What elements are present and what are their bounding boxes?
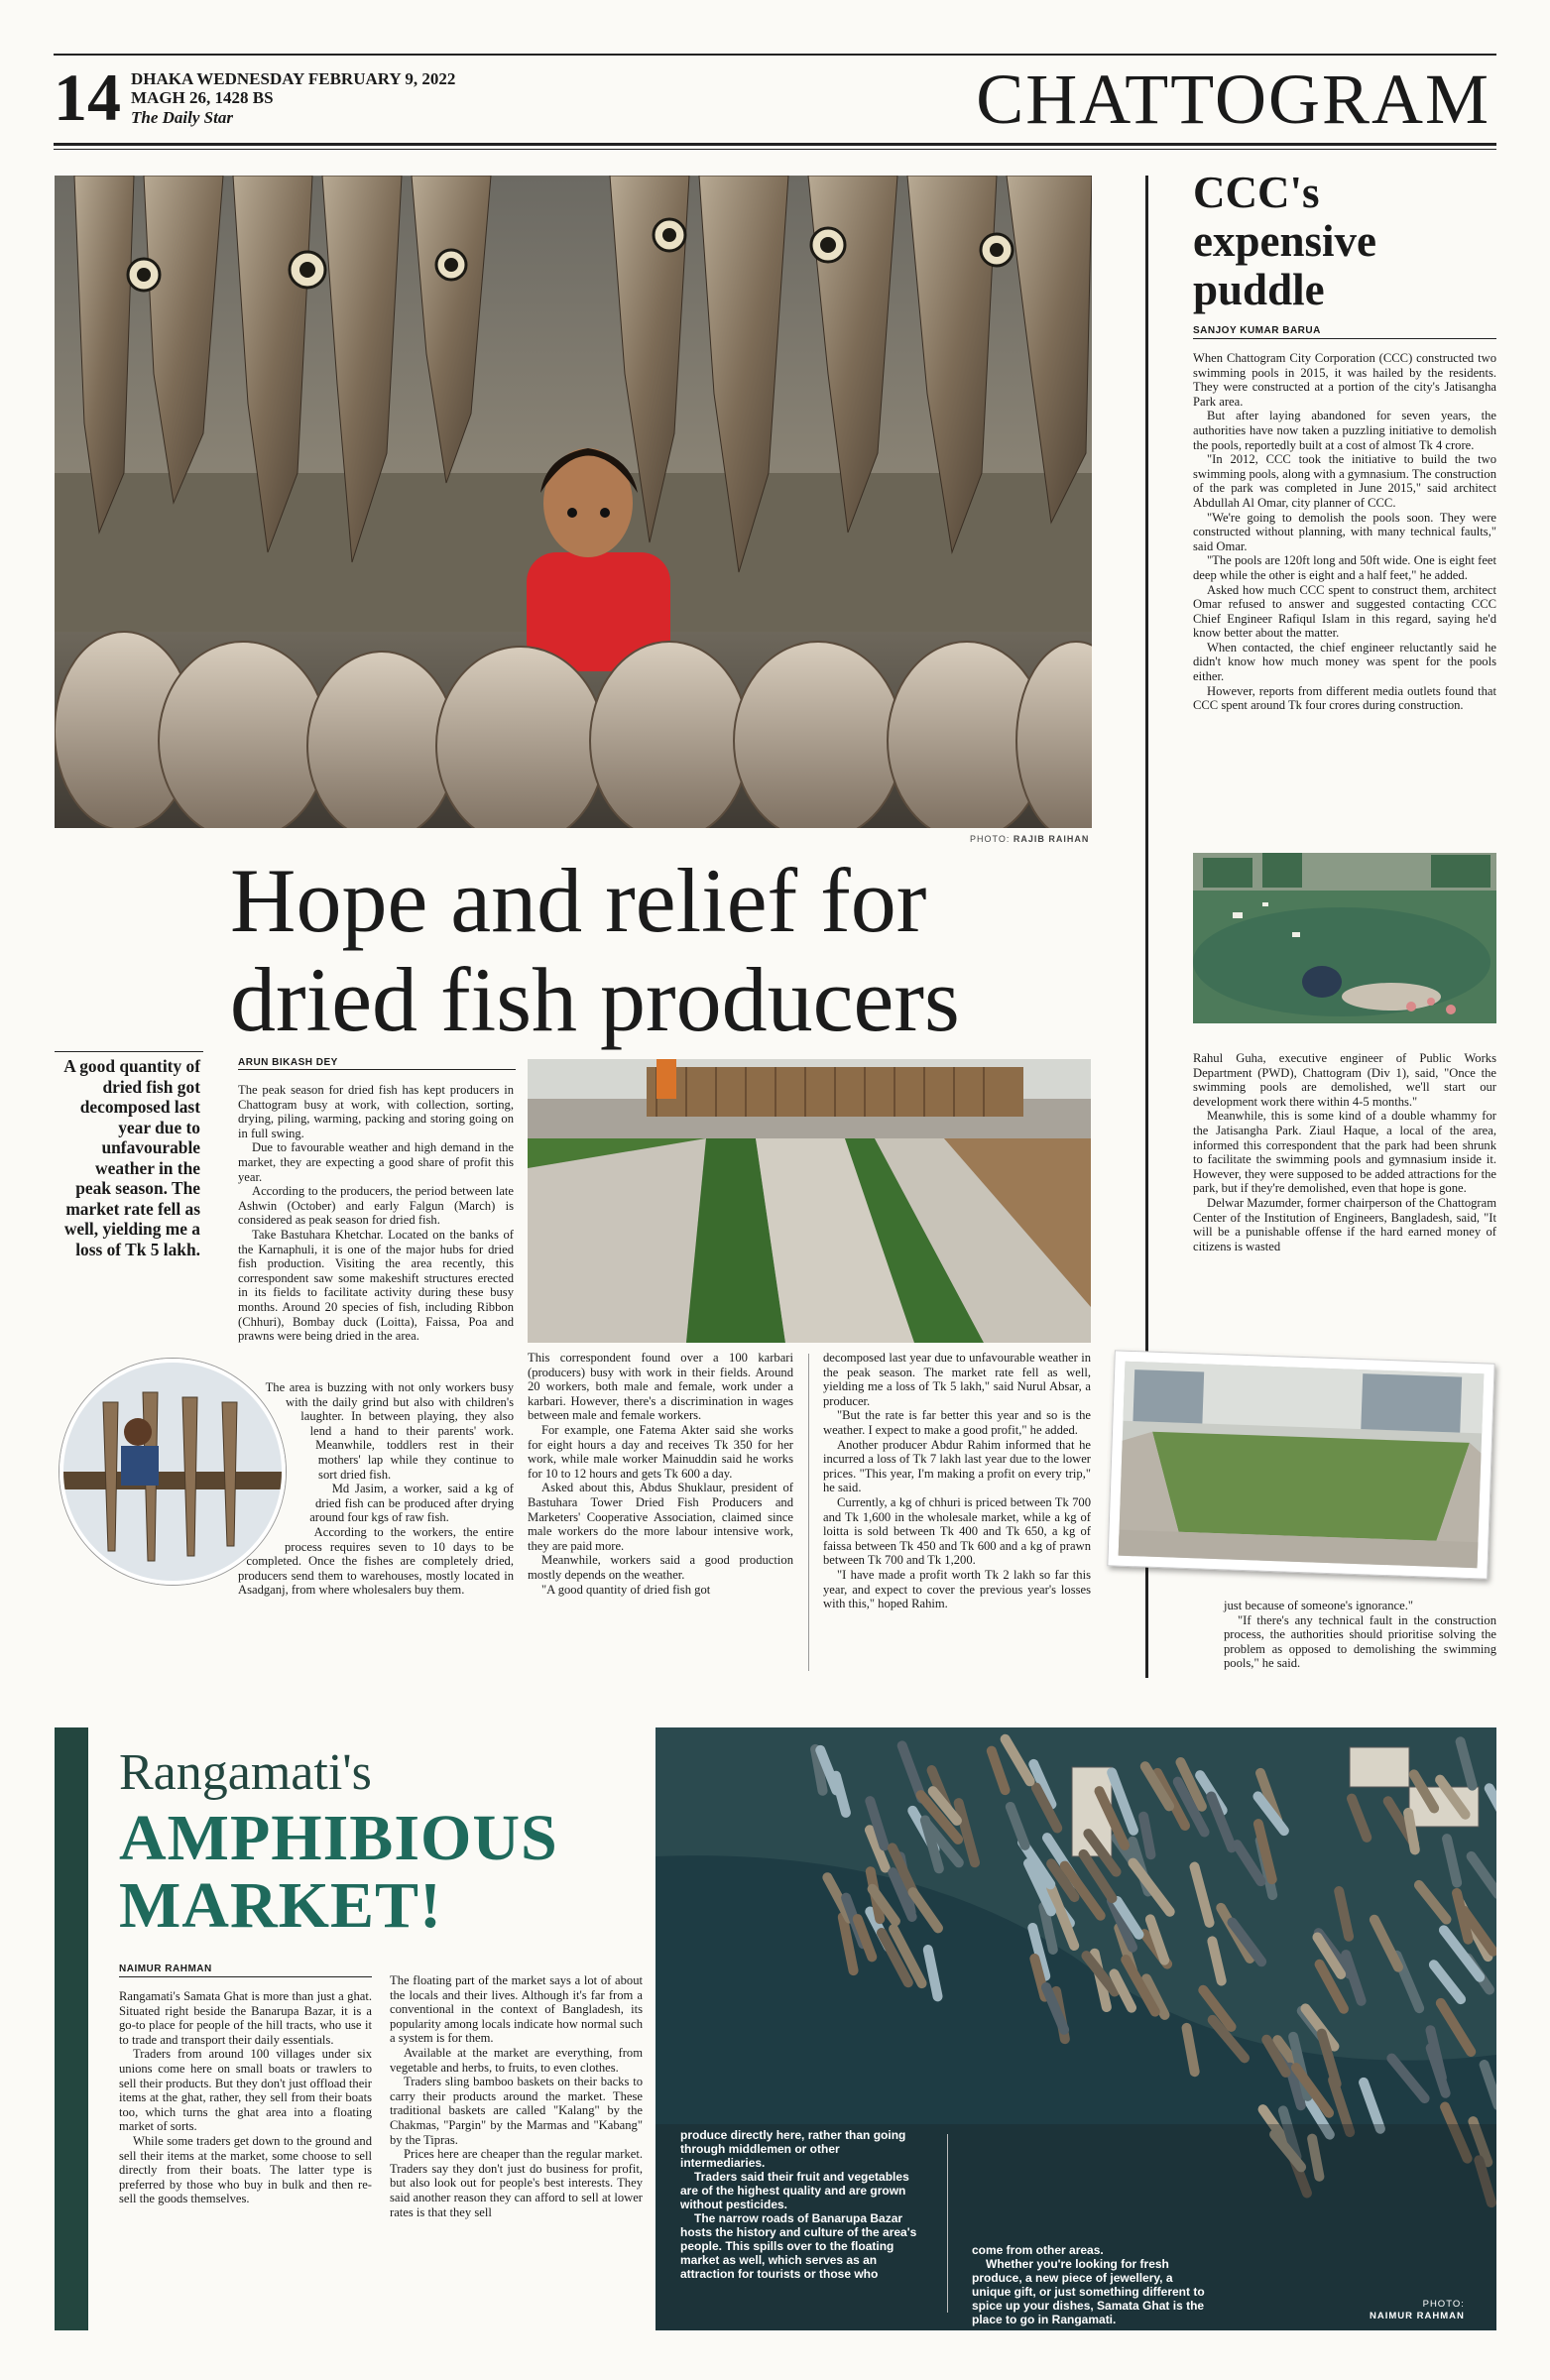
main-story-col2 [528, 1351, 793, 1597]
empty-pool-photo-frame [1107, 1350, 1494, 1579]
paragraph: But after laying abandoned for seven years, the authorities have now taken a puzzling initiative to demolish the pools, reportedly built at a cost of almost Tk 4 crore. [1193, 409, 1496, 452]
paragraph: "If there's any technical fault in the construction process, the authorities should prioritise solving the problem as opposed to demolishing the swimming pools," he said. [1224, 1612, 1496, 1671]
paragraph: The peak season for dried fish has kept producers in Chattogram busy at work, with collection, sorting, drying, piling, warming, packing and storing going on in full swing. [238, 1083, 514, 1140]
paragraph: Another producer Abdur Rahim informed that he incurred a loss of Tk 7 lakh last year due to the lower prices. "This year, I'm making a profit on every trip," he said. [823, 1437, 1091, 1495]
ccc-story-part1 [1193, 351, 1496, 713]
paragraph: Meanwhile, this is some kind of a double whammy for the Jatisangha Park. Ziaul Haque, a local of the area, informed this correspondent that the park had been shrunk to facilitate the swimming pools and gymnasium inside it. However, they were supposed to be added attractions for the park, but if they're demolished, even that hope is gone. [1193, 1109, 1496, 1196]
dirty-pool-image [1193, 853, 1496, 1023]
paragraph: Delwar Mazumder, former chairperson of the Chattogram Center of the Institution of Engineers, Bangladesh, said, "It will be a punishable offense if the hard earned money of citizens is wasted [1193, 1195, 1496, 1253]
main-story-col1 [238, 1083, 514, 1344]
pull-rule [55, 1051, 203, 1052]
section-title: CHATTOGRAM [976, 60, 1490, 139]
paragraph: produce directly here, rather than going through middlemen or other intermediaries. [680, 2128, 906, 2170]
rangamati-title-line2 [119, 1802, 558, 1942]
dried-fish-photo-image [55, 176, 1092, 828]
photo-label: PHOTO: [970, 834, 1011, 844]
paper-logo: The Daily Star [131, 108, 233, 127]
worker-photo-image [63, 1363, 282, 1581]
paragraph: While some traders get down to the ground and sell their items at the market, some choose to sell directly from their boats. The latter type is preferred by those who buy in bulk and then re-sell the goods themselves. [119, 2133, 372, 2206]
paragraph: This correspondent found over a 100 karbari (producers) busy with work in their fields. Around 20 workers, both male and female, work under a karbari. However, there's a discrimination in wages between male and female workers. [528, 1351, 793, 1423]
date-line [131, 69, 455, 107]
paragraph: Traders said their fruit and vegetables are of the highest quality and are grown without pesticides. [680, 2170, 909, 2211]
paragraph: According to the workers, the entire process requires seven to 10 days to be completed. Once the fishes are completely dried, producers send them to warehouses, mostly located in Asadganj, from where wholesalers buy them. [238, 1524, 514, 1598]
paragraph: "But the rate is far better this year and so is the weather. I expect to make a good profit," he added. [823, 1408, 1091, 1437]
paragraph: Rangamati's Samata Ghat is more than just a ghat. Situated right beside the Banarupa Bazar, it is a go-to place for people of the hill tracts, who use it to trade and transport their daily essentials. [119, 1989, 372, 2047]
rangamati-byline-rule [119, 1976, 372, 1977]
ccc-byline: SANJOY KUMAR BARUA [1193, 325, 1321, 336]
rangamati-col4 [972, 2243, 1210, 2326]
photo-credit-name: RAJIB RAIHAN [1013, 834, 1090, 844]
dirty-pool-photo [1193, 853, 1496, 1023]
paragraph: "I have made a profit worth Tk 2 lakh so far this year, and expect to cover the previous year's losses with this," hoped Rahim. [823, 1567, 1091, 1611]
main-photo-credit [970, 834, 1089, 844]
feature-side-bar [55, 1727, 88, 2330]
paragraph: come from other areas. [972, 2243, 1104, 2257]
paragraph: Traders sling bamboo baskets on their backs to carry their products around the market. These traditional baskets are called "Kalang" by the Chakmas, "Pargin" by the Marmas and "Kabang" by the Tipras. [390, 2075, 643, 2147]
paragraph: just because of someone's ignorance." [1224, 1599, 1414, 1612]
ccc-byline-rule [1193, 338, 1496, 339]
page-number: 14 [54, 60, 121, 135]
rangamati-title-amphibious: AMPHIBIOUS [119, 1802, 558, 1874]
paragraph: For example, one Fatema Akter said she works for eight hours a day and receives Tk 350 for her work, while male worker Mainuddin said he works for 10 to 12 hours and gets Tk 600 a day. [528, 1422, 793, 1481]
paragraph: Asked how much CCC spent to construct them, architect Omar refused to answer and suggested contacting CCC Chief Engineer Rafiqul Islam in this regard, saying he'd know better about the matter. [1193, 582, 1496, 641]
ccc-title: CCC's expensive puddle [1193, 168, 1376, 314]
main-byline: ARUN BIKASH DEY [238, 1057, 338, 1068]
rangamati-title-line1: Rangamati's [119, 1744, 372, 1801]
paragraph: However, reports from different media outlets found that CCC spent around Tk four crores during construction. [1193, 683, 1496, 713]
boat-text-divider [947, 2134, 948, 2313]
rangamati-title-market: MARKET! [119, 1869, 442, 1942]
column-divider [808, 1354, 809, 1671]
ccc-story-part3 [1224, 1599, 1496, 1671]
paragraph: Meanwhile, workers said a good production mostly depends on the weather. [528, 1553, 793, 1582]
paragraph: "In 2012, CCC took the initiative to build the two swimming pools, along with a gymnasium. The construction of the park was completed in June 2015," said architect Abdullah Al Omar, city planner of CCC. [1193, 452, 1496, 510]
pull-quote: A good quantity of dried fish got decomposed last year due to unfavourable weather in the peak season. The market rate fell as well, yielding me a loss of Tk 5 lakh. [63, 1056, 200, 1259]
ccc-story-part2 [1193, 1051, 1496, 1253]
paragraph: decomposed last year due to unfavourable weather in the peak season. The market rate fell as well, yielding me a loss of Tk 5 lakh," said Nurul Absar, a producer. [823, 1351, 1091, 1408]
rangamati-photo-credit [1370, 2299, 1465, 2322]
paragraph: The floating part of the market says a lot of about the locals and their lives. Although it's far from a conventional in the context of Bangladesh, its popularity among locals indicate how normal such a system is for them. [390, 1973, 643, 2046]
drying-field-image [528, 1059, 1091, 1343]
masthead-rule-thin [54, 149, 1496, 150]
paragraph: "We're going to demolish the pools soon. They were constructed without planning, with many technical faults," said Omar. [1193, 510, 1496, 553]
paragraph: When Chattogram City Corporation (CCC) constructed two swimming pools in 2015, it was hailed by the residents. They were constructed at a portion of the city's Jatisangha Park area. [1193, 351, 1496, 409]
rangamati-col2 [390, 1973, 643, 2219]
date-line-text: DHAKA WEDNESDAY FEBRUARY 9, 2022 [131, 69, 456, 88]
main-headline: Hope and relief for dried fish producers [230, 850, 960, 1050]
rangamati-photo-credit-name: NAIMUR RAHMAN [1370, 2311, 1465, 2321]
rangamati-col3 [680, 2128, 918, 2281]
worker-circle-photo [60, 1359, 286, 1585]
paragraph: Asked about this, Abdus Shuklaur, president of Bastuhara Tower Dried Fish Producers and Marketers' Cooperative Association, claimed since male workers do the more labour intensive work, they are paid more. [528, 1481, 793, 1553]
paragraph: The area is buzzing with not only workers busy with the daily grind but also with children's laughter. In between playing, they also lend a hand to their parents' work. Meanwhile, toddlers rest in their mothers' lap while they continue to sort dried fish. [265, 1380, 514, 1482]
byline-rule [238, 1069, 516, 1070]
paragraph: According to the producers, the period between late Ashwin (October) and early Falgun (March) is considered as peak season for dried fish. [238, 1184, 514, 1228]
paragraph: Take Bastuhara Khetchar. Located on the banks of the Karnaphuli, it is one of the major hubs for dried fish production. Visiting the area recently, this correspondent saw some makeshift structures erected in its fields to facilitate activity during these busy months. Around 20 species of fish, including Ribbon (Chhuri), Bombay duck (Loitta), Faissa, Poa and prawns were being dried in the area. [238, 1227, 514, 1344]
drying-field-photo [528, 1059, 1091, 1343]
main-story-col3 [823, 1351, 1091, 1611]
paragraph: Prices here are cheaper than the regular market. Traders say they don't just do business for profit, but also look out for people's best interests. They said another reason they can afford to sell at lower rates is that they sell [390, 2147, 643, 2219]
empty-pool-image [1108, 1351, 1493, 1578]
rangamati-photo-label: PHOTO: [1422, 2299, 1465, 2310]
masthead-rule [54, 143, 1496, 146]
rangamati-col1 [119, 1989, 372, 2206]
main-photo [55, 176, 1092, 828]
paragraph: Traders from around 100 villages under six unions come here on small boats or trawlers to sell their products. But they don't just offload their items at the ghat, rather, they sell from their boats too, which turns the ghat area into a floating market of sorts. [119, 2047, 372, 2134]
paragraph: The narrow roads of Banarupa Bazar hosts the history and culture of the area's people. This spills over to the floating market as well, which serves as an attraction for tourists or those who [680, 2211, 917, 2281]
paragraph: Currently, a kg of chhuri is priced between Tk 700 and Tk 1,600 in the wholesale market, while a kg of loitta is sold between Tk 400 and Tk 650, a kg of faissa between Tk 450 and Tk 600 and a kg of prawn between Tk 700 and Tk 1,200. [823, 1494, 1091, 1568]
paragraph: Md Jasim, a worker, said a kg of dried fish can be produced after drying around four kgs of raw fish. [309, 1482, 514, 1525]
top-rule [54, 54, 1496, 56]
paragraph: Whether you're looking for fresh produce, a new piece of jewellery, a unique gift, or just something different to spice up your dishes, Samata Ghat is the place to go in Rangamati. [972, 2257, 1205, 2326]
paragraph: Due to favourable weather and high demand in the market, they are expecting a good share of profit this year. [238, 1140, 514, 1184]
paragraph: "A good quantity of dried fish got [541, 1582, 711, 1597]
bangla-date: MAGH 26, 1428 BS [131, 88, 274, 107]
paragraph: When contacted, the chief engineer reluctantly said he didn't know how much money was spent for the pools either. [1193, 640, 1496, 684]
rangamati-byline: NAIMUR RAHMAN [119, 1964, 212, 1974]
paragraph: Available at the market are everything, from vegetable and herbs, to fruits, to even clothes. [390, 2045, 643, 2075]
paragraph: "The pools are 120ft long and 50ft wide. One is eight feet deep while the other is eight and a half feet," he added. [1193, 553, 1496, 582]
paragraph: Rahul Guha, executive engineer of Public Works Department (PWD), Chattogram (Div 1), said, "Once the swimming pools are demolished, we'll start our development work there within 4-5 months." [1193, 1051, 1496, 1109]
